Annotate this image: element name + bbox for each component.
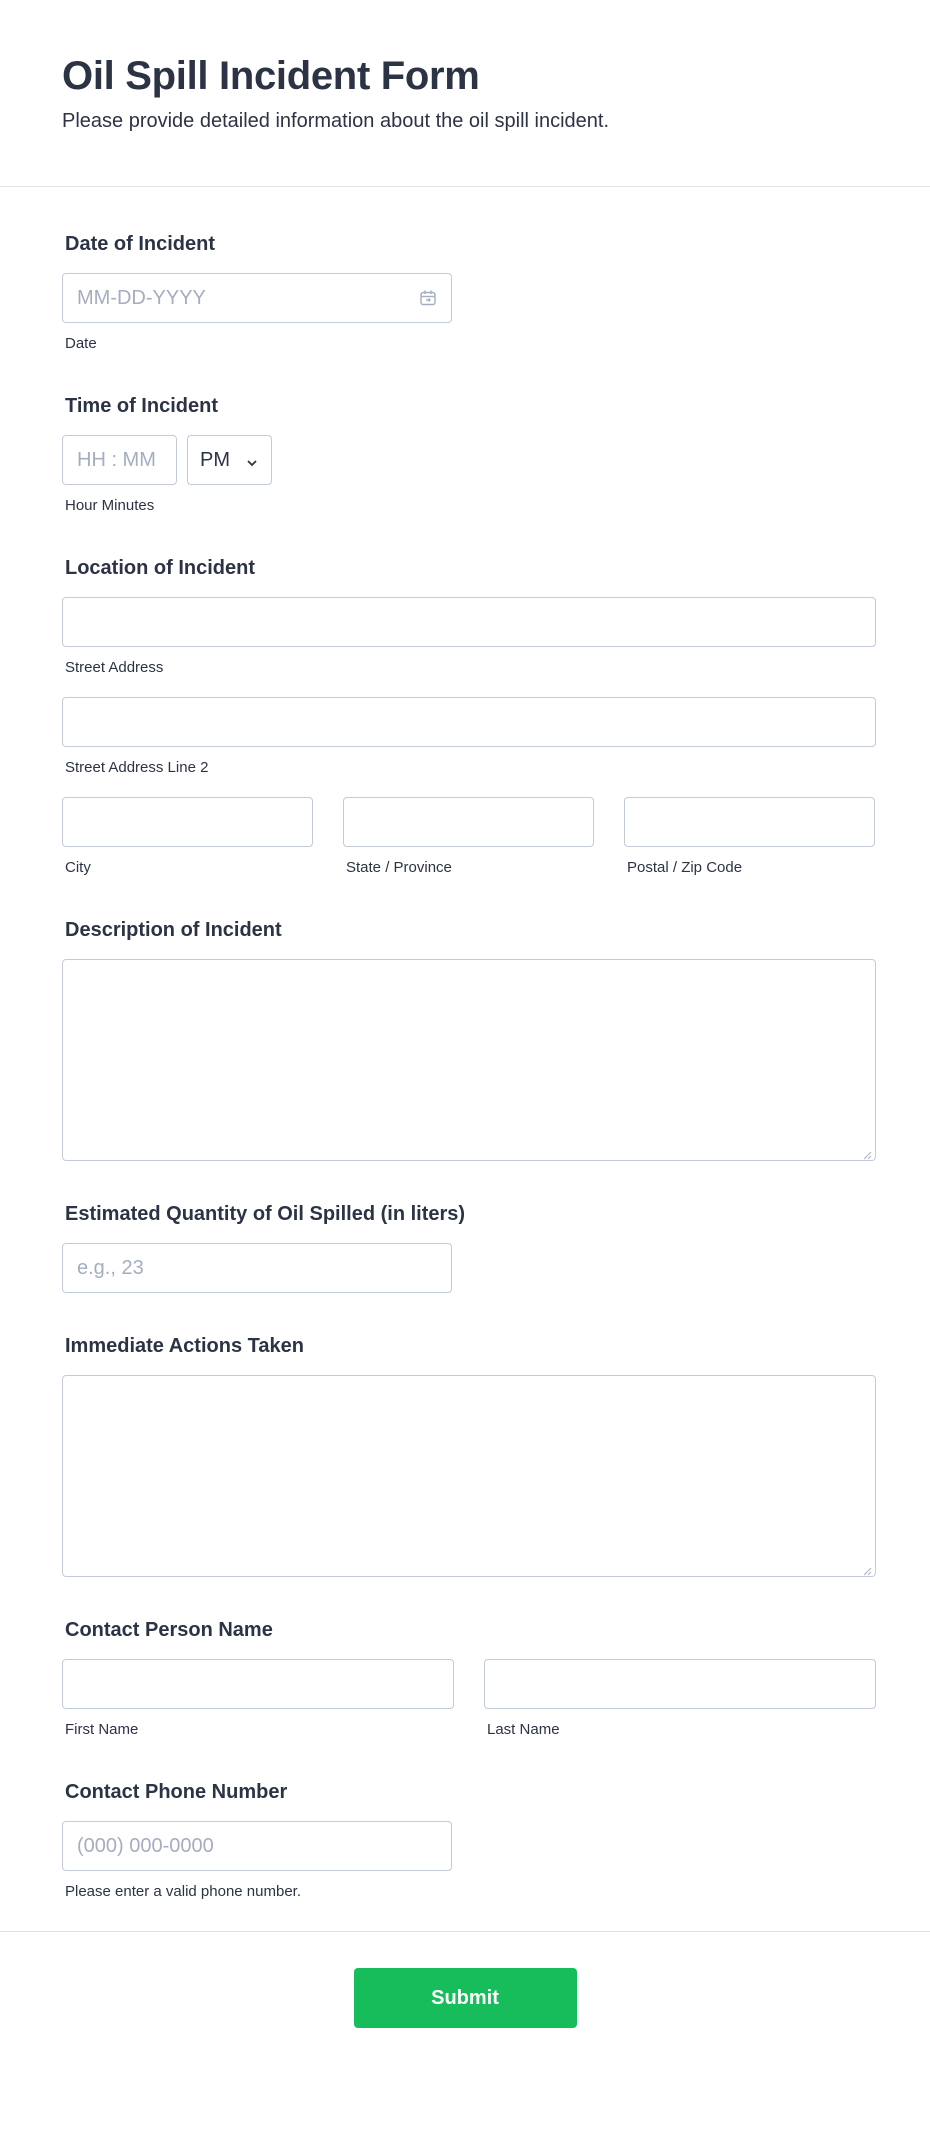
first-name-sublabel: First Name [65, 1721, 139, 1738]
calendar-icon[interactable] [419, 289, 437, 307]
quantity-placeholder: e.g., 23 [77, 1256, 144, 1279]
form-footer [0, 1931, 930, 2028]
quantity-field [62, 1201, 876, 1293]
street-address-sublabel: Street Address [65, 659, 164, 676]
phone-placeholder: (000) 000-0000 [77, 1834, 214, 1857]
actions-textarea[interactable] [62, 1375, 876, 1577]
street-address-line2-input[interactable] [62, 697, 876, 747]
phone-input[interactable] [62, 1821, 452, 1871]
time-sublabel: Hour Minutes [65, 497, 155, 514]
zip-input[interactable] [624, 797, 875, 847]
form-body [0, 187, 930, 1901]
submit-button[interactable]: Submit [354, 1968, 577, 2028]
form-header [0, 0, 930, 187]
date-placeholder: MM-DD-YYYY [77, 286, 206, 309]
contact-name-label: Contact Person Name [65, 1619, 273, 1641]
date-sublabel: Date [65, 335, 97, 352]
city-sublabel: City [65, 859, 91, 876]
description-textarea[interactable] [62, 959, 876, 1161]
date-input[interactable] [62, 273, 452, 323]
date-of-incident-field [62, 231, 876, 353]
ampm-value: PM [200, 448, 230, 471]
ampm-select[interactable] [187, 435, 272, 485]
time-placeholder: HH : MM [77, 448, 156, 471]
actions-field [62, 1333, 876, 1577]
zip-sublabel: Postal / Zip Code [627, 859, 743, 876]
first-name-input[interactable] [62, 1659, 454, 1709]
quantity-input[interactable] [62, 1243, 452, 1293]
page-title: Oil Spill Incident Form [62, 54, 480, 98]
state-sublabel: State / Province [346, 859, 452, 876]
city-input[interactable] [62, 797, 313, 847]
time-of-incident-label: Time of Incident [65, 395, 218, 417]
resize-grip-icon[interactable] [862, 1147, 872, 1157]
street-address-line2-sublabel: Street Address Line 2 [65, 759, 209, 776]
chevron-down-icon [245, 453, 259, 467]
time-of-incident-field [62, 393, 876, 515]
page-subtitle: Please provide detailed information about the oil spill incident. [62, 110, 610, 132]
last-name-sublabel: Last Name [487, 1721, 560, 1738]
location-field [62, 555, 876, 877]
state-input[interactable] [343, 797, 594, 847]
time-input[interactable] [62, 435, 177, 485]
location-label: Location of Incident [65, 557, 255, 579]
street-address-input[interactable] [62, 597, 876, 647]
quantity-label: Estimated Quantity of Oil Spilled (in liters) [65, 1203, 466, 1225]
resize-grip-icon[interactable] [862, 1563, 872, 1573]
phone-sublabel: Please enter a valid phone number. [65, 1883, 301, 1900]
description-label: Description of Incident [65, 919, 282, 941]
actions-label: Immediate Actions Taken [65, 1335, 304, 1357]
last-name-input[interactable] [484, 1659, 876, 1709]
description-field [62, 917, 876, 1161]
contact-phone-label: Contact Phone Number [65, 1781, 288, 1803]
date-of-incident-label: Date of Incident [65, 233, 216, 255]
contact-name-field [62, 1617, 876, 1739]
contact-phone-field [62, 1779, 876, 1901]
